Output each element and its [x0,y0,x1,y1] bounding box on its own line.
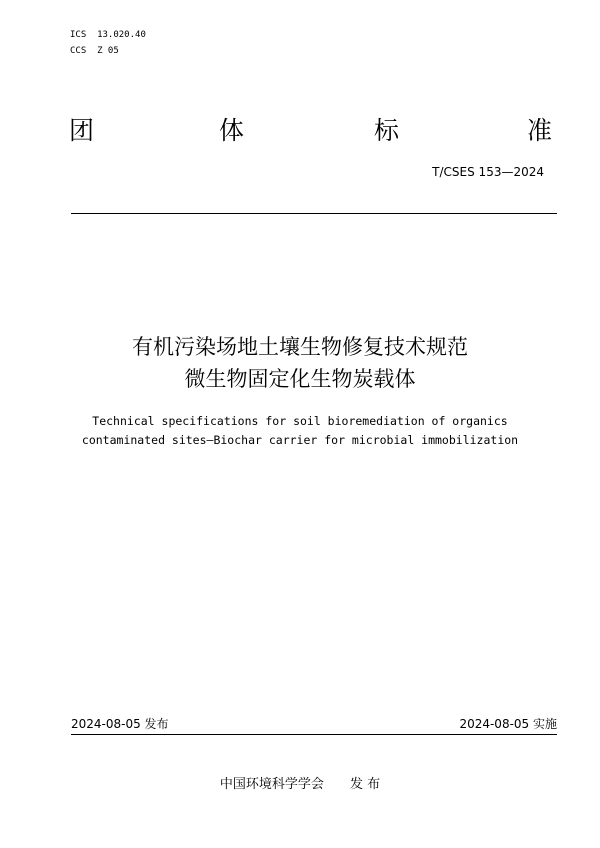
english-title-line-2: contaminated sites—Biochar carrier for microbial immobilization [81,433,519,447]
doc-type-char-1: 团 [69,116,95,145]
ics-code: ICS 13.020.40 [70,30,146,40]
publisher-action: 发 布 [349,777,381,792]
chinese-title-line-1: 有机污染场地土壤生物修复技术规范 [132,335,468,359]
doc-type-char-3: 标 [374,116,400,145]
implementation-date: 2024-08-05 实施 [459,717,557,731]
footer-divider [71,734,557,735]
publisher-line [0,776,600,794]
publisher-name: 中国环境科学学会 [219,777,324,792]
standard-number: T/CSES 153—2024 [432,165,544,179]
doc-type-char-4: 准 [527,116,553,145]
ccs-code: CCS Z 05 [70,46,119,56]
header-divider [71,213,557,214]
doc-type-char-2: 体 [219,116,245,145]
chinese-title-line-2: 微生物固定化生物炭载体 [184,367,416,391]
publish-date: 2024-08-05 发布 [71,717,169,731]
english-title-line-1: Technical specifications for soil bioremediation of organics [92,414,508,428]
